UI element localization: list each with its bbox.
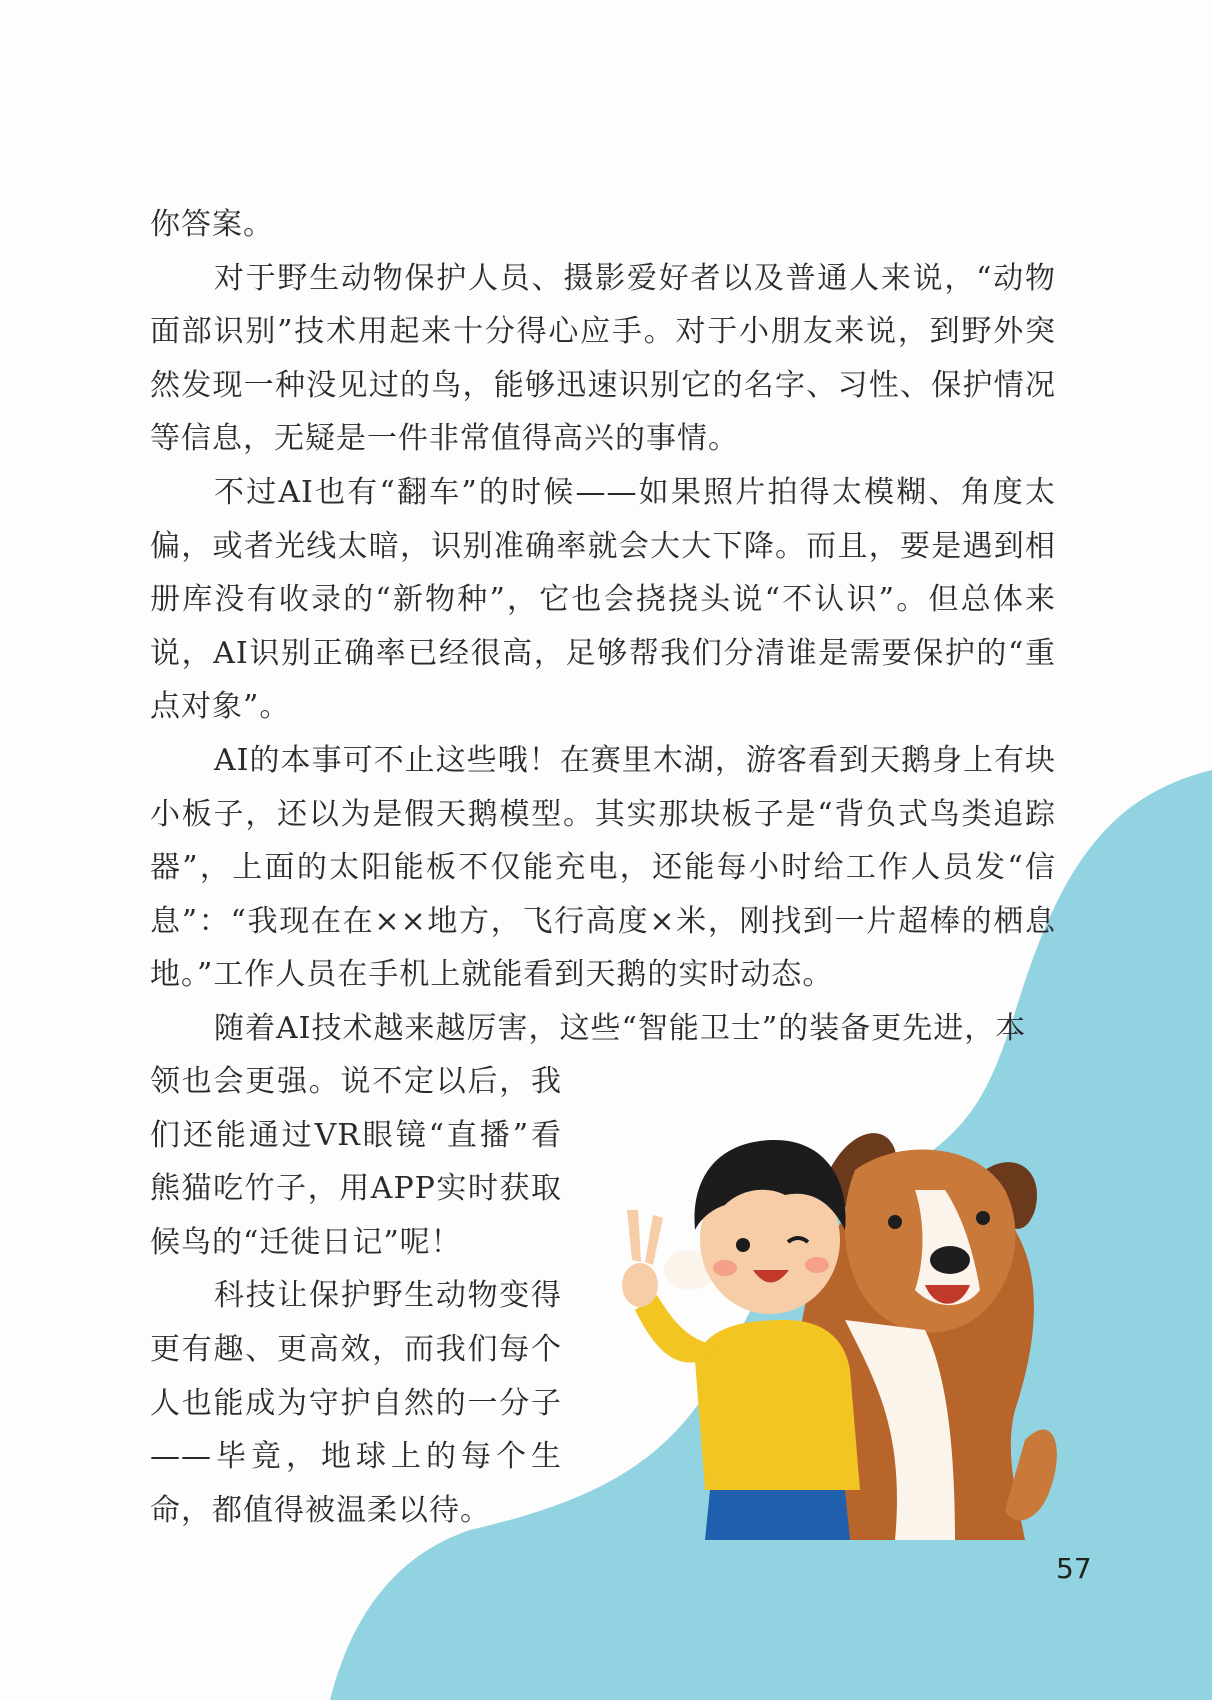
body-text-full-width: [150, 198, 1056, 1056]
boy-figure: [622, 1140, 860, 1540]
paragraph-2: 对于野生动物保护人员、摄影爱好者以及普通人来说，“动物面部识别”技术用起来十分得心应手。对于小朋友来说，到野外突然发现一种没见过的鸟，能够迅速识别它的名字、习性、保护情况等信息，无疑是一件非常值得高兴的事情。: [150, 260, 1056, 457]
paragraph-1: 你答案。: [150, 207, 274, 242]
paragraph-5-start: 随着AI技术越来越厉害，这些“智能卫士”的装备更先进，本: [214, 1010, 1027, 1046]
boy-and-dog-illustration: [595, 1110, 1095, 1540]
page-number: 57: [1056, 1552, 1092, 1585]
body-text-narrow: [150, 1055, 562, 1537]
paragraph-6: 科技让保护野生动物变得更有趣、更高效，而我们每个人也能成为守护自然的一分子——毕竟，地球上的每个生命，都值得被温柔以待。: [150, 1278, 562, 1528]
paragraph-4: AI的本事可不止这些哦！在赛里木湖，游客看到天鹅身上有块小板子，还以为是假天鹅模型。其实那块板子是“背负式鸟类追踪器”，上面的太阳能板不仅能充电，还能每小时给工作人员发“信息”：“我现在在××地方，飞行高度×米，刚找到一片超棒的栖息地。”工作人员在手机上就能看到天鹅的实时动态。: [150, 742, 1056, 993]
paragraph-5-continued: 领也会更强。说不定以后，我们还能通过VR眼镜“直播”看熊猫吃竹子，用APP实时获取候鸟的“迁徙日记”呢！: [150, 1064, 562, 1260]
paragraph-3: 不过AI也有“翻车”的时候——如果照片拍得太模糊、角度太偏，或者光线太暗，识别准确率就会大大下降。而且，要是遇到相册库没有收录的“新物种”，它也会挠挠头说“不认识”。但总体来说，AI识别正确率已经很高，足够帮我们分清谁是需要保护的“重点对象”。: [150, 474, 1056, 725]
